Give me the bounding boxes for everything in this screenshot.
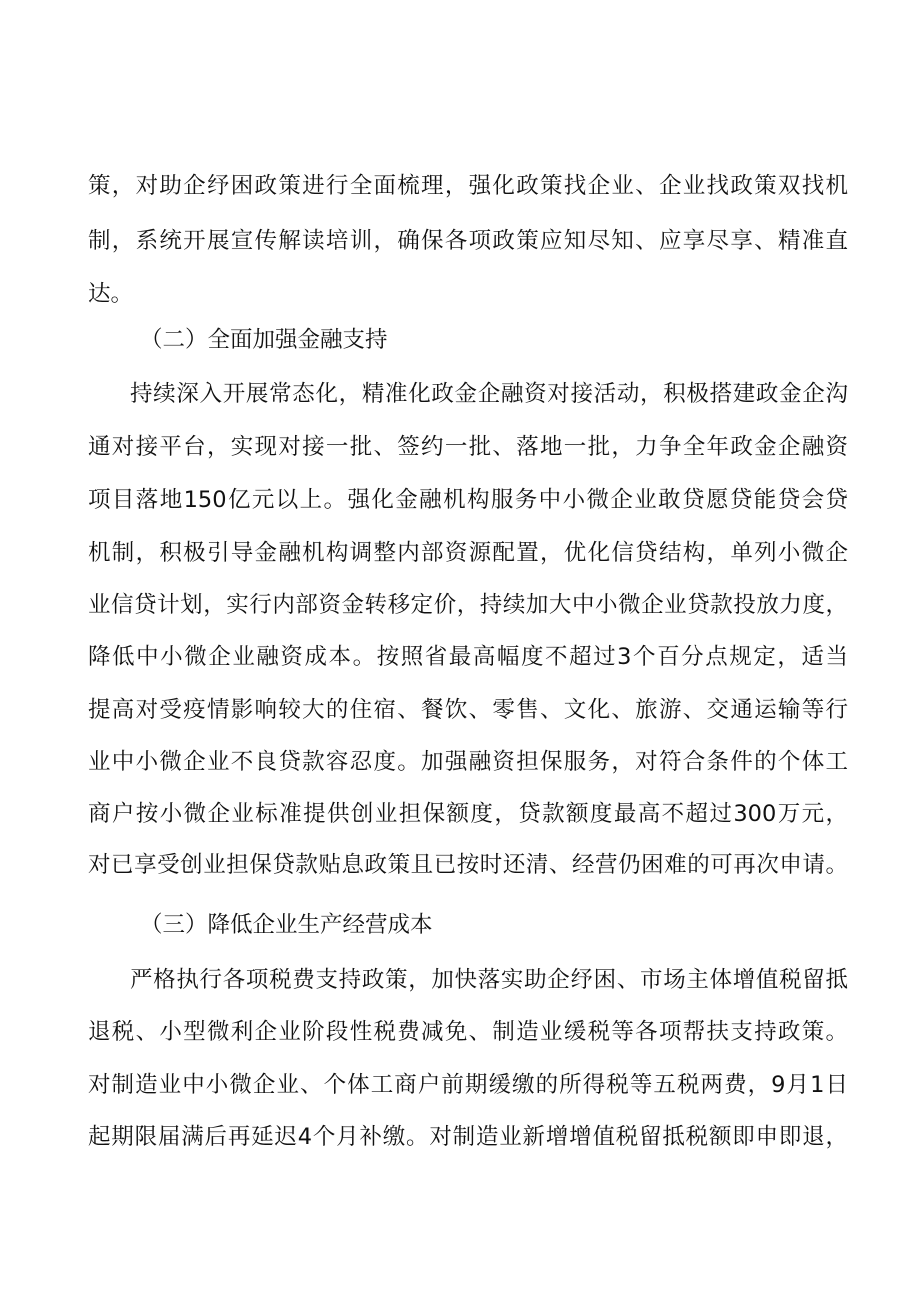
body-text-line: 提高对受疫情影响较大的住宿、餐饮、零售、文化、旅游、交通运输等行 <box>88 697 848 723</box>
body-text-line: 退税、小型微利企业阶段性税费减免、制造业缓税等各项帮扶支持政策。 <box>88 1019 848 1045</box>
body-text-line: 起期限届满后再延迟4个月补缴。对制造业新增增值税留抵税额即申即退， <box>88 1124 848 1150</box>
body-text-line: 严格执行各项税费支持政策，加快落实助企纾困、市场主体增值税留抵 <box>130 967 848 993</box>
body-text-line: 项目落地150亿元以上。强化金融机构服务中小微企业敢贷愿贷能贷会贷 <box>88 487 848 513</box>
body-text-line: 业信贷计划，实行内部资金转移定价，持续加大中小微企业贷款投放力度， <box>88 592 848 618</box>
body-text-line: 制，系统开展宣传解读培训，确保各项政策应知尽知、应享尽享、精准直 <box>88 228 848 254</box>
body-text-line: 对制造业中小微企业、个体工商户前期缓缴的所得税等五税两费，9月1日 <box>88 1072 848 1098</box>
section-heading: （三）降低企业生产经营成本 <box>140 912 433 938</box>
body-text-line: 策，对助企纾困政策进行全面梳理，强化政策找企业、企业找政策双找机 <box>88 173 848 199</box>
body-text-line: 商户按小微企业标准提供创业担保额度，贷款额度最高不超过300万元， <box>88 801 848 827</box>
section-heading: （二）全面加强金融支持 <box>140 327 388 353</box>
body-text-line: 对已享受创业担保贷款贴息政策且已按时还清、经营仍困难的可再次申请。 <box>88 852 848 878</box>
body-text-line: 业中小微企业不良贷款容忍度。加强融资担保服务，对符合条件的个体工 <box>88 749 848 775</box>
body-text-line: 机制，积极引导金融机构调整内部资源配置，优化信贷结构，单列小微企 <box>88 540 848 566</box>
body-text-line: 持续深入开展常态化，精准化政金企融资对接活动，积极搭建政金企沟 <box>130 381 848 407</box>
body-text-line: 通对接平台，实现对接一批、签约一批、落地一批，力争全年政金企融资 <box>88 434 848 460</box>
body-text-line: 达。 <box>88 281 134 307</box>
body-text-line: 降低中小微企业融资成本。按照省最高幅度不超过3个百分点规定，适当 <box>88 644 848 670</box>
